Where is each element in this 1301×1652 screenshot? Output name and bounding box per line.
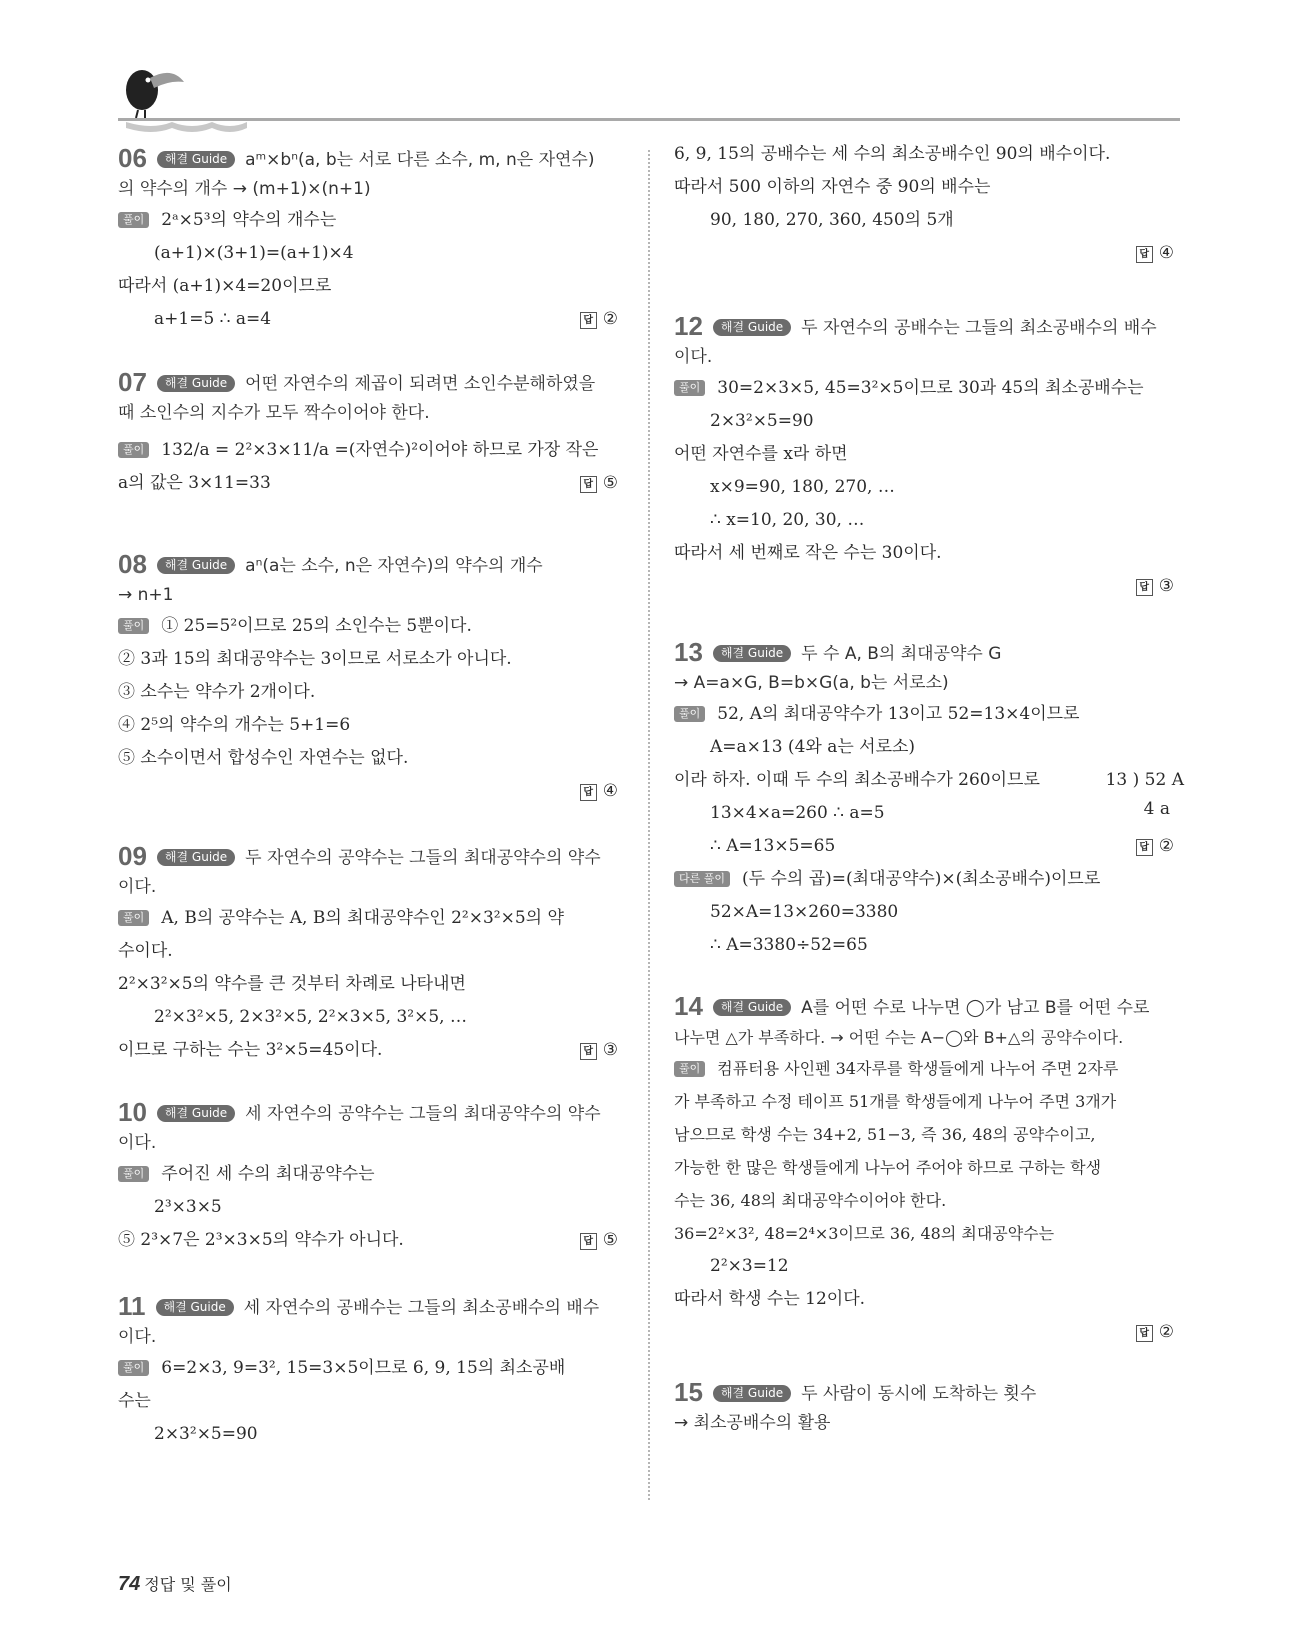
solution-line: x×9=90, 180, 270, … xyxy=(710,477,895,497)
guide-text: 두 사람이 동시에 도착하는 횟수 xyxy=(801,1384,1037,1404)
problem-12 xyxy=(674,312,1174,603)
guide-text: 두 자연수의 공배수는 그들의 최소공배수의 배수 xyxy=(801,318,1157,338)
division-ladder-bottom: 4 a xyxy=(1143,799,1170,819)
solution-line: 2²×3²×5, 2×3²×5, 2²×3×5, 3²×5, … xyxy=(154,1007,467,1027)
answer-value: ⑤ xyxy=(602,1230,618,1250)
solution-tag: 풀이 xyxy=(674,1061,705,1077)
problem-11-continued xyxy=(674,138,1174,270)
page-number: 74 xyxy=(118,1573,141,1595)
guide-text: → n+1 xyxy=(118,585,174,605)
problem-number: 14 xyxy=(674,991,703,1021)
solution-line: 30=2×3×5, 45=3²×5이므로 30과 45의 최소공배수는 xyxy=(717,378,1144,398)
answer xyxy=(580,1034,618,1067)
guide-text: 세 자연수의 공약수는 그들의 최대공약수의 약수 xyxy=(245,1104,601,1124)
guide-text: → A=a×G, B=b×G(a, b는 서로소) xyxy=(674,673,949,693)
guide-badge: 해결 Guide xyxy=(157,375,235,392)
answer-tag: 답 xyxy=(580,1233,597,1250)
column-divider xyxy=(648,150,650,1500)
solution-tag: 풀이 xyxy=(118,618,149,634)
problem-number: 10 xyxy=(118,1097,147,1127)
solution-line: ⑤ 소수이면서 합성수인 자연수는 없다. xyxy=(118,748,409,768)
problem-number: 13 xyxy=(674,637,703,667)
solution-line: 주어진 세 수의 최대공약수는 xyxy=(161,1164,375,1184)
solution-line: ④ 2⁵의 약수의 개수는 5+1=6 xyxy=(118,715,351,735)
toucan-icon xyxy=(112,60,252,135)
solution-line: 52×A=13×260=3380 xyxy=(710,902,899,922)
solution-line: ③ 소수는 약수가 2개이다. xyxy=(118,682,316,702)
answer-tag: 답 xyxy=(1136,579,1153,596)
solution-tag: 풀이 xyxy=(118,1360,149,1376)
problem-11 xyxy=(118,1292,618,1451)
problem-07 xyxy=(118,368,618,500)
guide-text: 이다. xyxy=(118,1327,157,1347)
answer xyxy=(1136,1316,1174,1349)
solution-line: 13×4×a=260 ∴ a=5 xyxy=(710,803,885,823)
solution-line: a의 값은 3×11=33 xyxy=(118,473,271,493)
solution-line: 따라서 (a+1)×4=20이므로 xyxy=(118,276,332,296)
problem-number: 09 xyxy=(118,841,147,871)
answer-value: ② xyxy=(1158,1322,1174,1342)
solution-line: 132/a = 2²×3×11/a =(자연수)²이어야 하므로 가장 작은 xyxy=(161,440,599,460)
header-rule xyxy=(118,118,1180,121)
solution-line: ∴ x=10, 20, 30, … xyxy=(710,510,865,530)
guide-badge: 해결 Guide xyxy=(156,1299,234,1316)
solution-line: (a+1)×(3+1)=(a+1)×4 xyxy=(154,243,354,263)
problem-number: 12 xyxy=(674,311,703,341)
answer-tag: 답 xyxy=(1136,839,1153,856)
guide-text: 이다. xyxy=(118,1133,157,1153)
solution-line: 따라서 세 번째로 작은 수는 30이다. xyxy=(674,543,942,563)
solution-line: 수는 36, 48의 최대공약수이어야 한다. xyxy=(674,1191,947,1210)
page-footer xyxy=(118,1572,232,1596)
solution-line: 수이다. xyxy=(118,941,173,961)
solution-line: 이므로 구하는 수는 3²×5=45이다. xyxy=(118,1040,383,1060)
solution-line: 6=2×3, 9=3², 15=3×5이므로 6, 9, 15의 최소공배 xyxy=(161,1358,566,1378)
solution-line: ⑤ 2³×7은 2³×3×5의 약수가 아니다. xyxy=(118,1230,404,1250)
answer-tag: 답 xyxy=(580,784,597,801)
problem-08 xyxy=(118,550,618,808)
solution-line: 따라서 500 이하의 자연수 중 90의 배수는 xyxy=(674,177,991,197)
guide-text: 때 소인수의 지수가 모두 짝수이어야 한다. xyxy=(118,403,430,423)
guide-badge: 해결 Guide xyxy=(713,999,791,1016)
solution-tag: 풀이 xyxy=(118,442,149,458)
problem-15 xyxy=(674,1378,1174,1438)
solution-tag: 풀이 xyxy=(118,212,149,228)
solution-line: 90, 180, 270, 360, 450의 5개 xyxy=(710,210,954,230)
guide-badge: 해결 Guide xyxy=(157,557,235,574)
guide-text: A를 어떤 수로 나누면 ◯가 남고 B를 어떤 수로 xyxy=(801,998,1150,1018)
guide-text: 세 자연수의 공배수는 그들의 최소공배수의 배수 xyxy=(243,1298,600,1318)
problem-number: 06 xyxy=(118,143,147,173)
problem-number: 07 xyxy=(118,367,147,397)
guide-badge: 해결 Guide xyxy=(713,645,791,662)
answer xyxy=(580,303,618,336)
solution-line: ① 25=5²이므로 25의 소인수는 5뿐이다. xyxy=(161,616,472,636)
answer-value: ④ xyxy=(1158,243,1174,263)
solution-tag: 풀이 xyxy=(674,380,705,396)
solution-line: 2²×3=12 xyxy=(710,1256,789,1276)
solution-line: 2×3²×5=90 xyxy=(154,1424,258,1444)
guide-text: 두 수 A, B의 최대공약수 G xyxy=(801,644,1002,664)
problem-06 xyxy=(118,144,618,336)
guide-text: 두 자연수의 공약수는 그들의 최대공약수의 약수 xyxy=(245,848,601,868)
solution-line: 남으므로 학생 수는 34+2, 51−3, 즉 36, 48의 공약수이고, xyxy=(674,1125,1096,1144)
guide-text: 나누면 △가 부족하다. → 어떤 수는 A−◯와 B+△의 공약수이다. xyxy=(674,1028,1124,1047)
answer-tag: 답 xyxy=(580,1043,597,1060)
answer xyxy=(580,775,618,808)
division-ladder-top: 13 ) 52 A xyxy=(1105,770,1184,790)
answer xyxy=(580,1224,618,1257)
solution-line: ② 3과 15의 최대공약수는 3이므로 서로소가 아니다. xyxy=(118,649,512,669)
solution-line: ∴ A=3380÷52=65 xyxy=(710,935,868,955)
solution-line: 2ᵃ×5³의 약수의 개수는 xyxy=(161,210,337,230)
solution-tag: 풀이 xyxy=(118,910,149,926)
solution-line: 이라 하자. 이때 두 수의 최소공배수가 260이므로 xyxy=(674,770,1040,790)
answer-value: ⑤ xyxy=(602,473,618,493)
guide-text: → 최소공배수의 활용 xyxy=(674,1413,831,1433)
solution-line: a+1=5 ∴ a=4 xyxy=(154,309,272,329)
answer xyxy=(1136,830,1174,863)
answer-tag: 답 xyxy=(580,476,597,493)
problem-number: 11 xyxy=(118,1291,146,1321)
answer xyxy=(1136,237,1174,270)
answer-value: ② xyxy=(602,309,618,329)
solution-line: 2²×3²×5의 약수를 큰 것부터 차례로 나타내면 xyxy=(118,974,466,994)
solution-line: 36=2²×3², 48=2⁴×3이므로 36, 48의 최대공약수는 xyxy=(674,1224,1055,1243)
answer-value: ③ xyxy=(1158,576,1174,596)
guide-text: aᵐ×bⁿ(a, b는 서로 다른 소수, m, n은 자연수) xyxy=(245,150,595,170)
problem-13 xyxy=(674,637,1184,962)
guide-text: 의 약수의 개수 → (m+1)×(n+1) xyxy=(118,179,371,199)
guide-text: 어떤 자연수의 제곱이 되려면 소인수분해하였을 xyxy=(245,374,596,394)
solution-line: (두 수의 곱)=(최대공약수)×(최소공배수)이므로 xyxy=(742,869,1101,889)
solution-line: 52, A의 최대공약수가 13이고 52=13×4이므로 xyxy=(717,704,1080,724)
problem-number: 15 xyxy=(674,1377,703,1407)
answer xyxy=(1136,570,1174,603)
problem-10 xyxy=(118,1098,618,1257)
alt-solution-tag: 다른 풀이 xyxy=(674,871,730,887)
problem-14 xyxy=(674,992,1174,1349)
guide-text: aⁿ(a는 소수, n은 자연수)의 약수의 개수 xyxy=(245,556,543,576)
solution-line: ∴ A=13×5=65 xyxy=(710,836,836,856)
solution-line: 가 부족하고 수정 테이프 51개를 학생들에게 나누어 주면 3개가 xyxy=(674,1092,1117,1111)
solution-line: 따라서 학생 수는 12이다. xyxy=(674,1289,866,1309)
solution-tag: 풀이 xyxy=(674,706,705,722)
solution-line: A, B의 공약수는 A, B의 최대공약수인 2²×3²×5의 약 xyxy=(161,908,564,928)
solution-line: 6, 9, 15의 공배수는 세 수의 최소공배수인 90의 배수이다. xyxy=(674,144,1111,164)
solution-line: 2³×3×5 xyxy=(154,1197,222,1217)
answer-value: ③ xyxy=(602,1040,618,1060)
problem-number: 08 xyxy=(118,549,147,579)
answer xyxy=(580,467,618,500)
guide-badge: 해결 Guide xyxy=(713,319,791,336)
guide-text: 이다. xyxy=(118,877,157,897)
guide-badge: 해결 Guide xyxy=(157,1105,235,1122)
solution-line: 가능한 한 많은 학생들에게 나누어 주어야 하므로 구하는 학생 xyxy=(674,1158,1102,1177)
guide-badge: 해결 Guide xyxy=(713,1385,791,1402)
solution-line: 수는 xyxy=(118,1391,151,1411)
problem-09 xyxy=(118,842,618,1067)
answer-value: ② xyxy=(1158,836,1174,856)
solution-line: A=a×13 (4와 a는 서로소) xyxy=(710,737,916,757)
solution-line: 2×3²×5=90 xyxy=(710,411,814,431)
answer-tag: 답 xyxy=(1136,1325,1153,1342)
footer-label: 정답 및 풀이 xyxy=(144,1575,232,1594)
guide-badge: 해결 Guide xyxy=(157,849,235,866)
solution-tag: 풀이 xyxy=(118,1166,149,1182)
guide-text: 이다. xyxy=(674,347,713,367)
guide-badge: 해결 Guide xyxy=(157,151,235,168)
answer-tag: 답 xyxy=(1136,246,1153,263)
solution-line: 어떤 자연수를 x라 하면 xyxy=(674,444,848,464)
answer-value: ④ xyxy=(602,781,618,801)
answer-tag: 답 xyxy=(580,312,597,329)
solution-line: 컴퓨터용 사인펜 34자루를 학생들에게 나누어 주면 2자루 xyxy=(717,1059,1119,1078)
